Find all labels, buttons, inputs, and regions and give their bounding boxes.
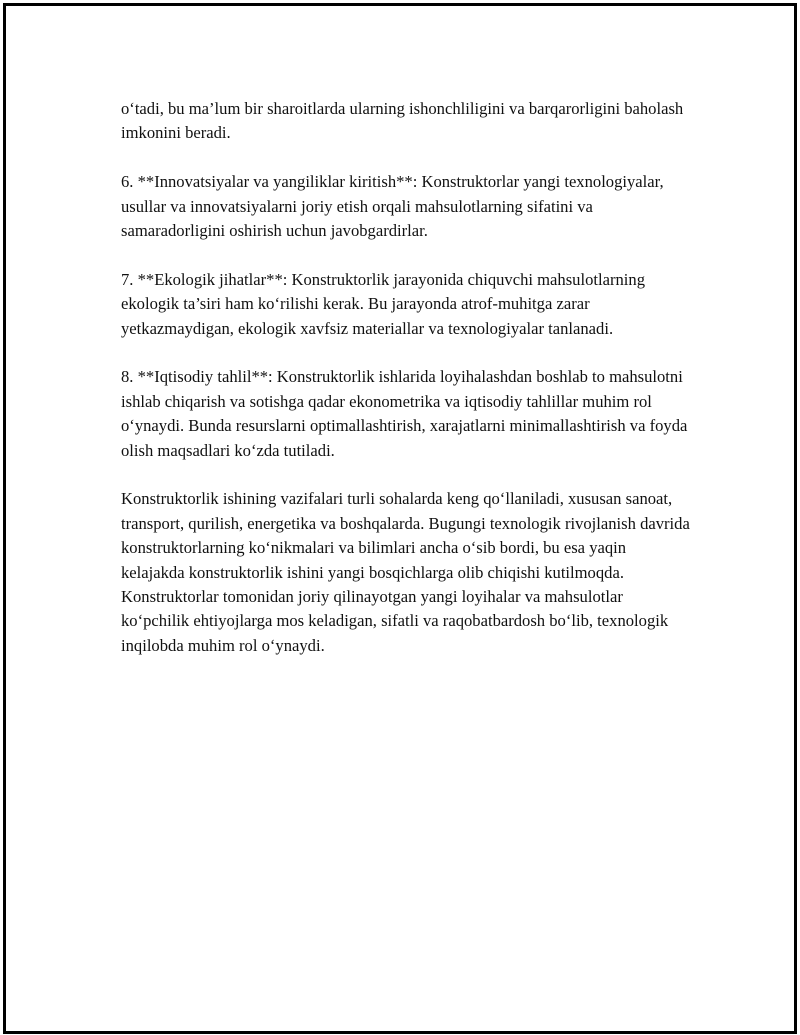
document-body	[121, 97, 691, 683]
paragraph-economic-analysis: 8. **Iqtisodiy tahlil**: Konstruktorlik ishlarida loyihalashdan boshlab to mahsulotni ishlab chiqarish va sotishga qadar ekonometrika va iqtisodiy tahlillar muhim rol o‘ynaydi. Bunda resurslarni optimallashtirish, xarajatlarni minimallashtirish va foyda olish maqsadlari ko‘zda tutiladi.	[121, 367, 688, 460]
paragraph-innovations: 6. **Innovatsiyalar va yangiliklar kiritish**: Konstruktorlar yangi texnologiyalar, usullar va innovatsiyalarni joriy etish orqali mahsulotlarning sifatini va samaradorligini oshirish uchun javobgardirlar.	[121, 172, 664, 241]
paragraph-conclusion: Konstruktorlik ishining vazifalari turli sohalarda keng qo‘llaniladi, xususan sanoat, transport, qurilish, energetika va boshqalarda. Bugungi texnologik rivojlanish davrida konstruktorlarning ko‘nikmalari va bilimlari ancha o‘sib bordi, bu esa yaqin kelajakda konstruktorlik ishini yangi bosqichlarga olib chiqishi kutilmoqda. Konstruktorlar tomonidan joriy qilinayotgan yangi loyihalar va mahsulotlar ko‘pchilik ehtiyojlarga mos keladigan, sifatli va raqobatbardosh bo‘lib, texnologik inqilobda muhim rol o‘ynaydi.	[121, 489, 690, 655]
page-frame	[3, 3, 797, 1034]
paragraph-continuation: o‘tadi, bu ma’lum bir sharoitlarda ularning ishonchliligini va barqarorligini baholash imkonini beradi.	[121, 99, 684, 143]
paragraph-ecology: 7. **Ekologik jihatlar**: Konstruktorlik jarayonida chiquvchi mahsulotlarning ekologik ta’siri ham ko‘rilishi kerak. Bu jarayonda atrof-muhitga zarar yetkazmaydigan, ekologik xavfsiz materiallar va texnologiyalar tanlanadi.	[121, 269, 645, 338]
